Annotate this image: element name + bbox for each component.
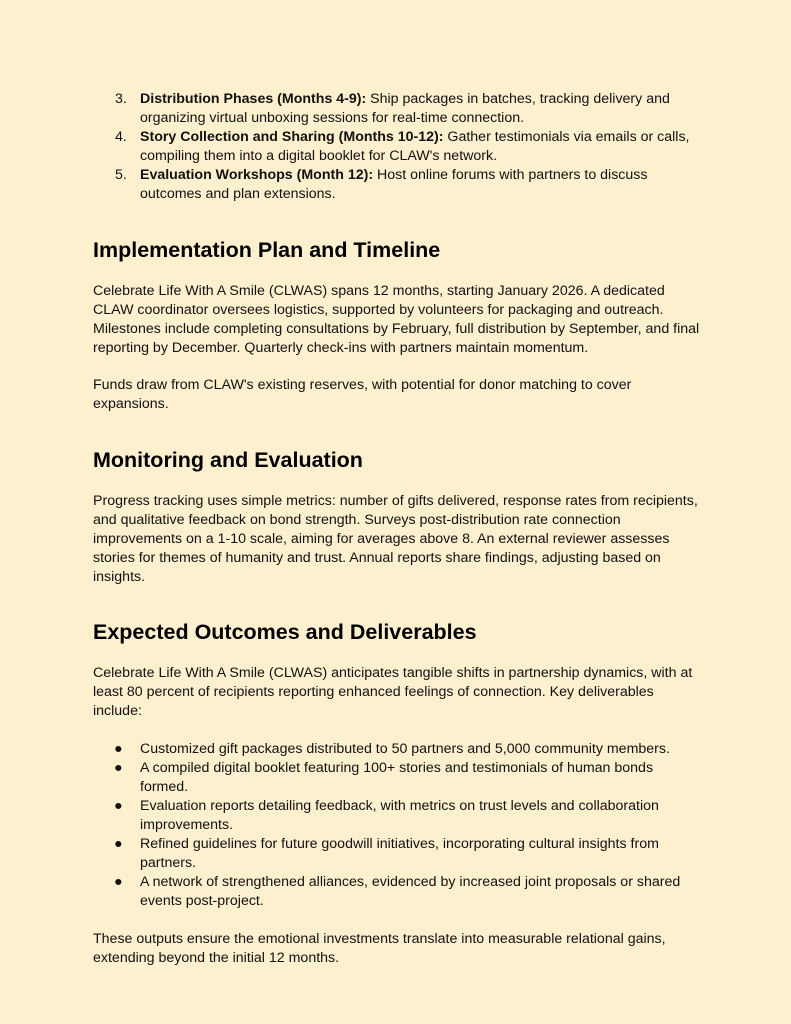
monitoring-paragraph: Progress tracking uses simple metrics: number of gifts delivered, response rates from recipients, and qualitative feedback on bond strength. Surveys post-distribution rate connection improvements on a 1-10 scale, aiming for averages above 8. An external reviewer assesses stories for themes of humanity and trust. Annual reports share findings, adjusting based on insights. bbox=[93, 493, 698, 585]
list-item-title: Story Collection and Sharing (Months 10-12): bbox=[140, 129, 444, 145]
list-item-text: A network of strengthened alliances, evidenced by increased joint proposals or shared events post-project. bbox=[140, 874, 681, 909]
outcomes-closing-paragraph: These outputs ensure the emotional investments translate into measurable relational gains, extending beyond the initial 12 months. bbox=[93, 931, 666, 966]
list-number: 5. bbox=[115, 167, 127, 183]
section-heading-monitoring: Monitoring and Evaluation bbox=[93, 448, 363, 472]
bullet-icon: ● bbox=[114, 760, 123, 776]
phases-list bbox=[93, 90, 703, 204]
list-item-title: Evaluation Workshops (Month 12): bbox=[140, 167, 374, 183]
outcomes-intro-paragraph: Celebrate Life With A Smile (CLWAS) anticipates tangible shifts in partnership dynamics, with at least 80 percent of recipients reporting enhanced feelings of connection. Key deliverables include: bbox=[93, 665, 693, 719]
list-item bbox=[93, 759, 703, 797]
section-heading-implementation: Implementation Plan and Timeline bbox=[93, 238, 441, 262]
list-item-text: A compiled digital booklet featuring 100+ stories and testimonials of human bonds formed. bbox=[140, 760, 654, 795]
bullet-icon: ● bbox=[114, 798, 123, 814]
bullet-icon: ● bbox=[114, 874, 123, 890]
section-heading-outcomes: Expected Outcomes and Deliverables bbox=[93, 620, 477, 644]
list-item bbox=[93, 90, 703, 128]
bullet-icon: ● bbox=[114, 741, 123, 757]
list-item-text: Host online forums with partners to discuss outcomes and plan extensions. bbox=[140, 167, 648, 202]
list-number: 4. bbox=[115, 129, 127, 145]
list-number: 3. bbox=[115, 91, 127, 107]
list-item bbox=[93, 873, 703, 911]
list-item-text: Evaluation reports detailing feedback, with metrics on trust levels and collaboration improvements. bbox=[140, 798, 659, 833]
list-item-text: Gather testimonials via emails or calls, compiling them into a digital booklet for CLAW's network. bbox=[140, 129, 690, 164]
implementation-paragraph: Celebrate Life With A Smile (CLWAS) spans 12 months, starting January 2026. A dedicated CLAW coordinator oversees logistics, supported by volunteers for packaging and outreach. Milestones include completing consultations by February, full distribution by September, and final reporting by December. Quarterly check-ins with partners maintain momentum. bbox=[93, 283, 700, 356]
deliverables-list bbox=[93, 740, 703, 911]
list-item bbox=[93, 740, 703, 759]
list-item bbox=[93, 835, 703, 873]
list-item-text: Ship packages in batches, tracking delivery and organizing virtual unboxing sessions for real-time connection. bbox=[140, 91, 670, 126]
list-item-text: Refined guidelines for future goodwill initiatives, incorporating cultural insights from partners. bbox=[140, 836, 659, 871]
bullet-icon: ● bbox=[114, 836, 123, 852]
list-item-title: Distribution Phases (Months 4-9): bbox=[140, 91, 367, 107]
implementation-funds-paragraph: Funds draw from CLAW's existing reserves, with potential for donor matching to cover expansions. bbox=[93, 377, 632, 412]
list-item-text: Customized gift packages distributed to 50 partners and 5,000 community members. bbox=[140, 741, 670, 757]
list-item bbox=[93, 128, 703, 166]
document-page bbox=[93, 90, 703, 968]
list-item bbox=[93, 797, 703, 835]
list-item bbox=[93, 166, 703, 204]
